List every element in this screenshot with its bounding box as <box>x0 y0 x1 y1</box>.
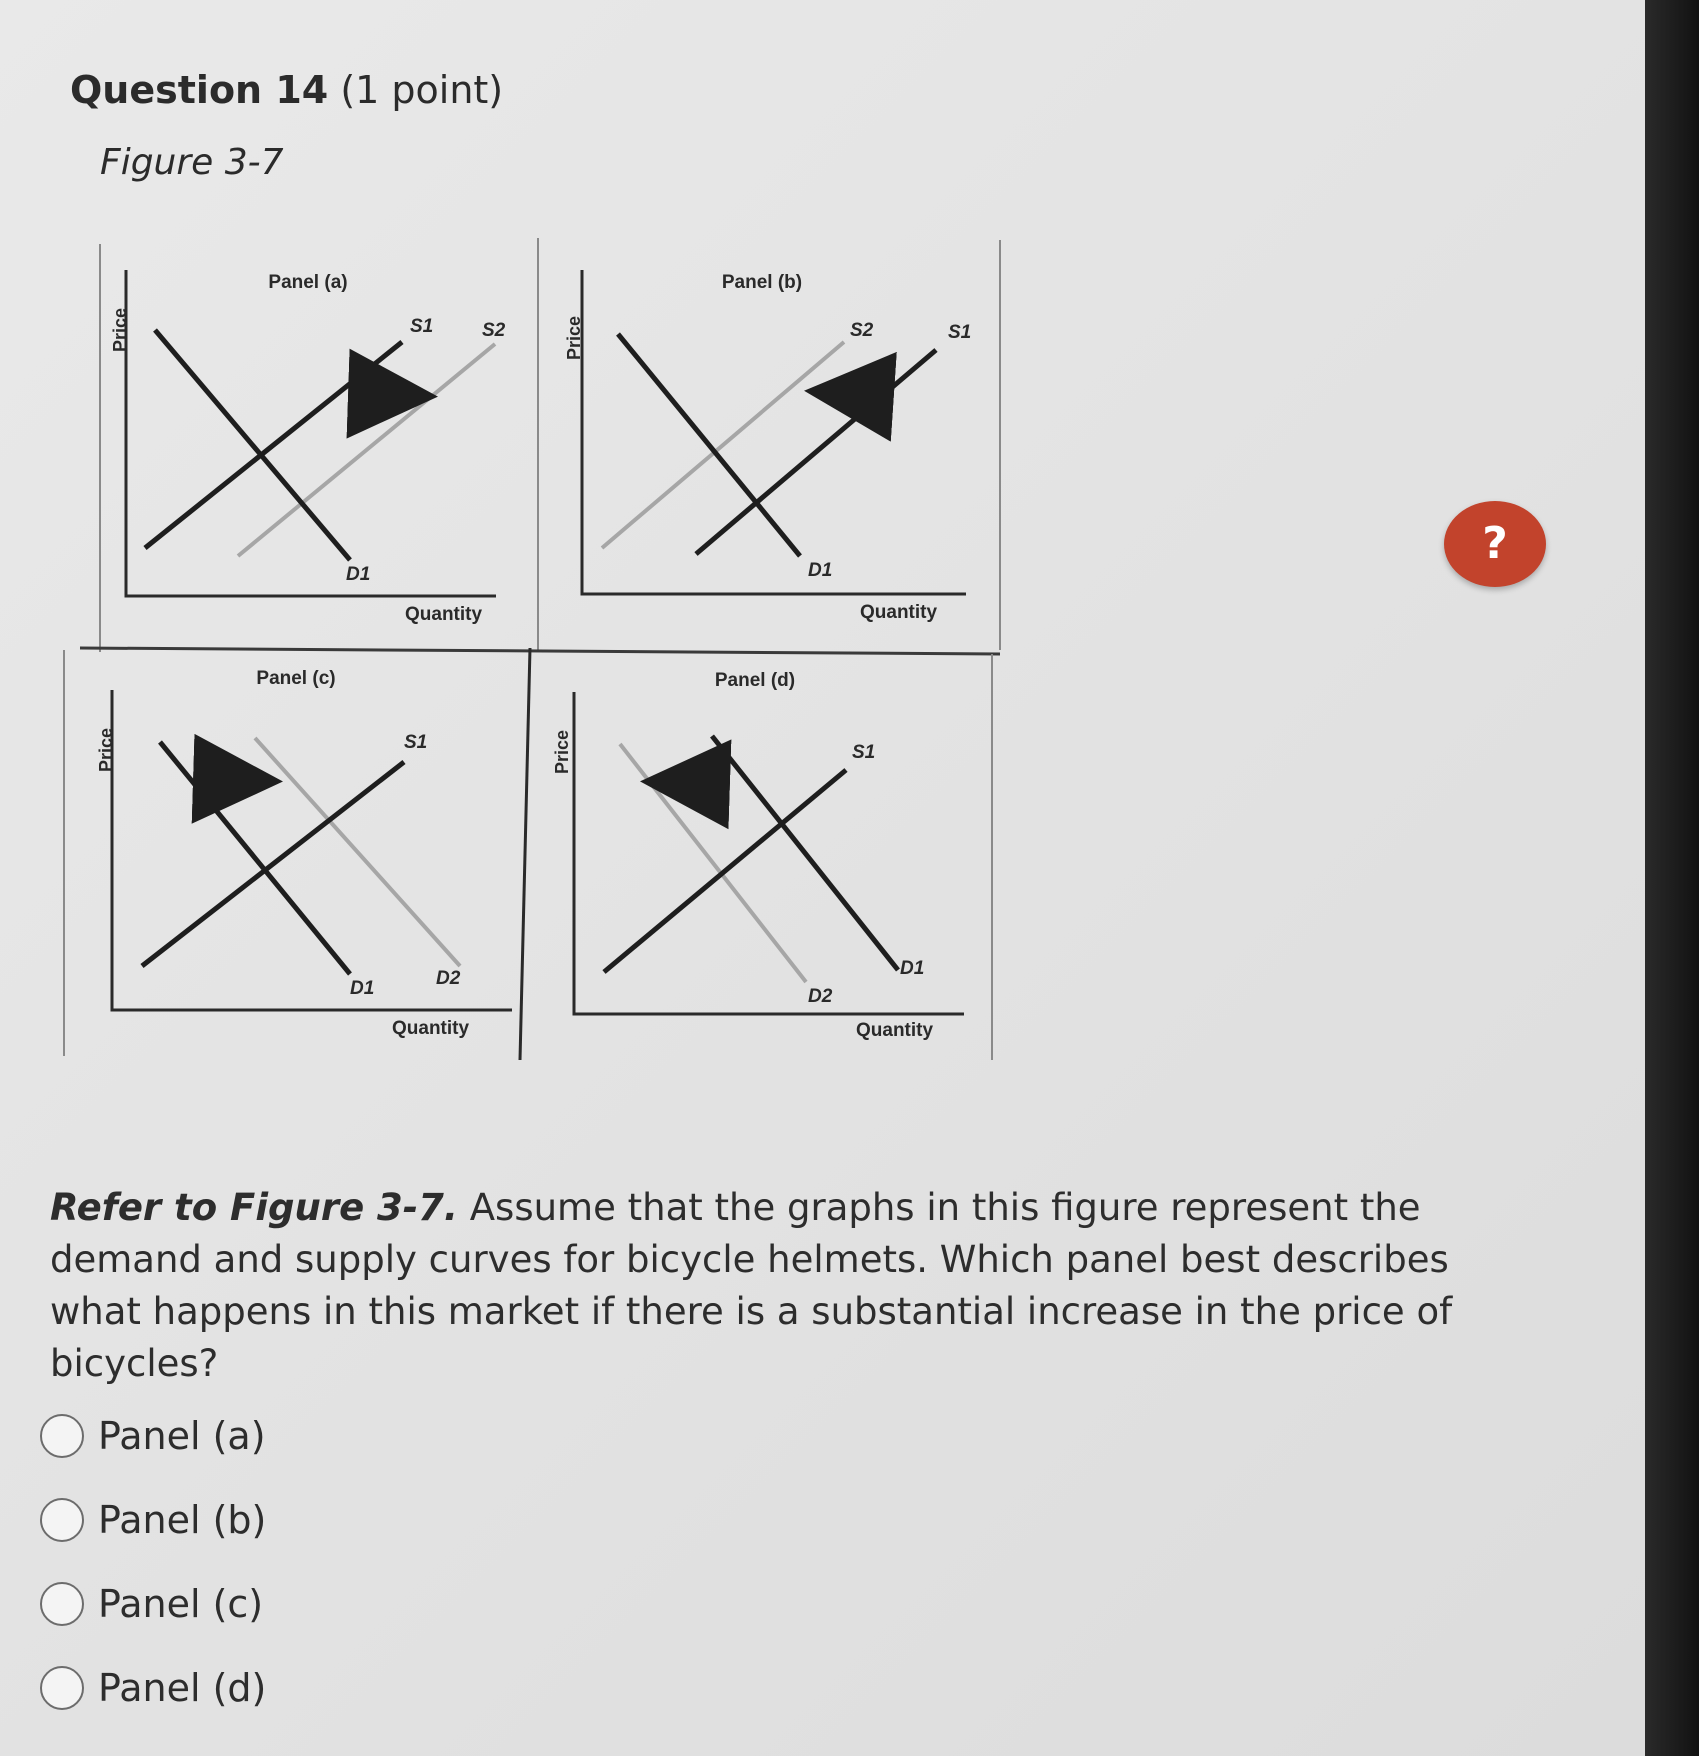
panel-c-title: Panel (c) <box>256 668 336 689</box>
panel-b-shift-arrow <box>822 392 882 396</box>
panel-c-label-d2: D2 <box>436 968 461 989</box>
panel-d-label-d2: D2 <box>808 986 833 1007</box>
figure-title: Figure 3-7 <box>100 142 284 183</box>
option-panel-d[interactable] <box>40 1646 266 1730</box>
panel-d-shift-arrow <box>658 782 720 784</box>
supply-demand-figure <box>60 230 1010 1070</box>
option-panel-b[interactable] <box>40 1478 266 1562</box>
panel-d <box>552 670 964 1041</box>
panel-d-quantity-label: Quantity <box>856 1020 934 1041</box>
panel-a-axes <box>126 270 496 596</box>
answer-options <box>40 1394 266 1730</box>
option-panel-a[interactable] <box>40 1394 266 1478</box>
panel-a-demand-d1 <box>155 330 350 560</box>
question-points: (1 point) <box>340 68 504 112</box>
option-label: Panel (c) <box>98 1582 264 1626</box>
panel-a-label-d1: D1 <box>346 564 371 585</box>
frame-line <box>80 648 1000 654</box>
panel-b-quantity-label: Quantity <box>860 602 938 623</box>
panel-d-label-s1: S1 <box>852 742 876 763</box>
panel-c-quantity-label: Quantity <box>392 1018 470 1039</box>
panel-b-axes <box>582 270 966 594</box>
panel-b-demand-d1 <box>618 334 800 556</box>
panel-a-label-s2: S2 <box>482 320 506 341</box>
panel-c-label-d1: D1 <box>350 978 375 999</box>
question-text <box>50 1182 1530 1390</box>
panel-a-title: Panel (a) <box>268 272 348 293</box>
panel-b-supply-s1 <box>696 350 936 554</box>
panel-c-axes <box>112 690 512 1010</box>
panel-a-supply-s1 <box>145 342 402 548</box>
panel-a-shift-arrow <box>360 394 420 396</box>
question-header <box>70 68 503 112</box>
option-label: Panel (a) <box>98 1414 266 1458</box>
question-number: Question 14 <box>70 68 329 112</box>
panel-d-label-d1: D1 <box>900 958 925 979</box>
device-bezel <box>1645 0 1699 1756</box>
option-label: Panel (b) <box>98 1498 267 1542</box>
frame-line <box>520 648 530 1060</box>
panel-d-supply-s1 <box>604 770 846 972</box>
panel-d-title: Panel (d) <box>714 670 796 691</box>
option-label: Panel (d) <box>98 1666 267 1710</box>
option-radio[interactable] <box>40 1666 84 1710</box>
question-figure-reference: Refer to Figure 3-7. <box>50 1186 458 1229</box>
panel-c <box>96 668 512 1039</box>
panel-a <box>110 270 506 625</box>
option-radio[interactable] <box>40 1414 84 1458</box>
panel-b-supply-s2 <box>602 342 844 548</box>
option-radio[interactable] <box>40 1582 84 1626</box>
figure-3-7 <box>60 230 1010 1070</box>
help-button[interactable]: ? <box>1444 501 1546 587</box>
panel-b-price-label: Price <box>564 315 584 361</box>
option-panel-c[interactable] <box>40 1562 266 1646</box>
panel-d-price-label: Price <box>552 729 572 775</box>
panel-c-shift-arrow <box>200 779 265 781</box>
panel-b-label-d1: D1 <box>808 560 833 581</box>
panel-a-supply-s2 <box>238 344 495 556</box>
question-body: Assume that the graphs in this figure represent the demand and supply curves for bicycle helmets. Which panel best describes what happens in this market if there is a substantial increase in the price of bicycles? <box>50 1186 1453 1385</box>
panel-c-label-s1: S1 <box>404 732 428 753</box>
panel-b-label-s1: S1 <box>948 322 972 343</box>
panel-a-label-s1: S1 <box>410 316 434 337</box>
panel-c-price-label: Price <box>96 727 116 773</box>
panel-b <box>564 270 971 623</box>
panel-c-supply-s1 <box>142 762 404 966</box>
panel-a-quantity-label: Quantity <box>405 604 483 625</box>
panel-d-demand-d1 <box>712 736 898 970</box>
option-radio[interactable] <box>40 1498 84 1542</box>
panel-b-title: Panel (b) <box>721 272 803 293</box>
panel-a-price-label: Price <box>110 307 130 353</box>
panel-b-label-s2: S2 <box>850 320 874 341</box>
